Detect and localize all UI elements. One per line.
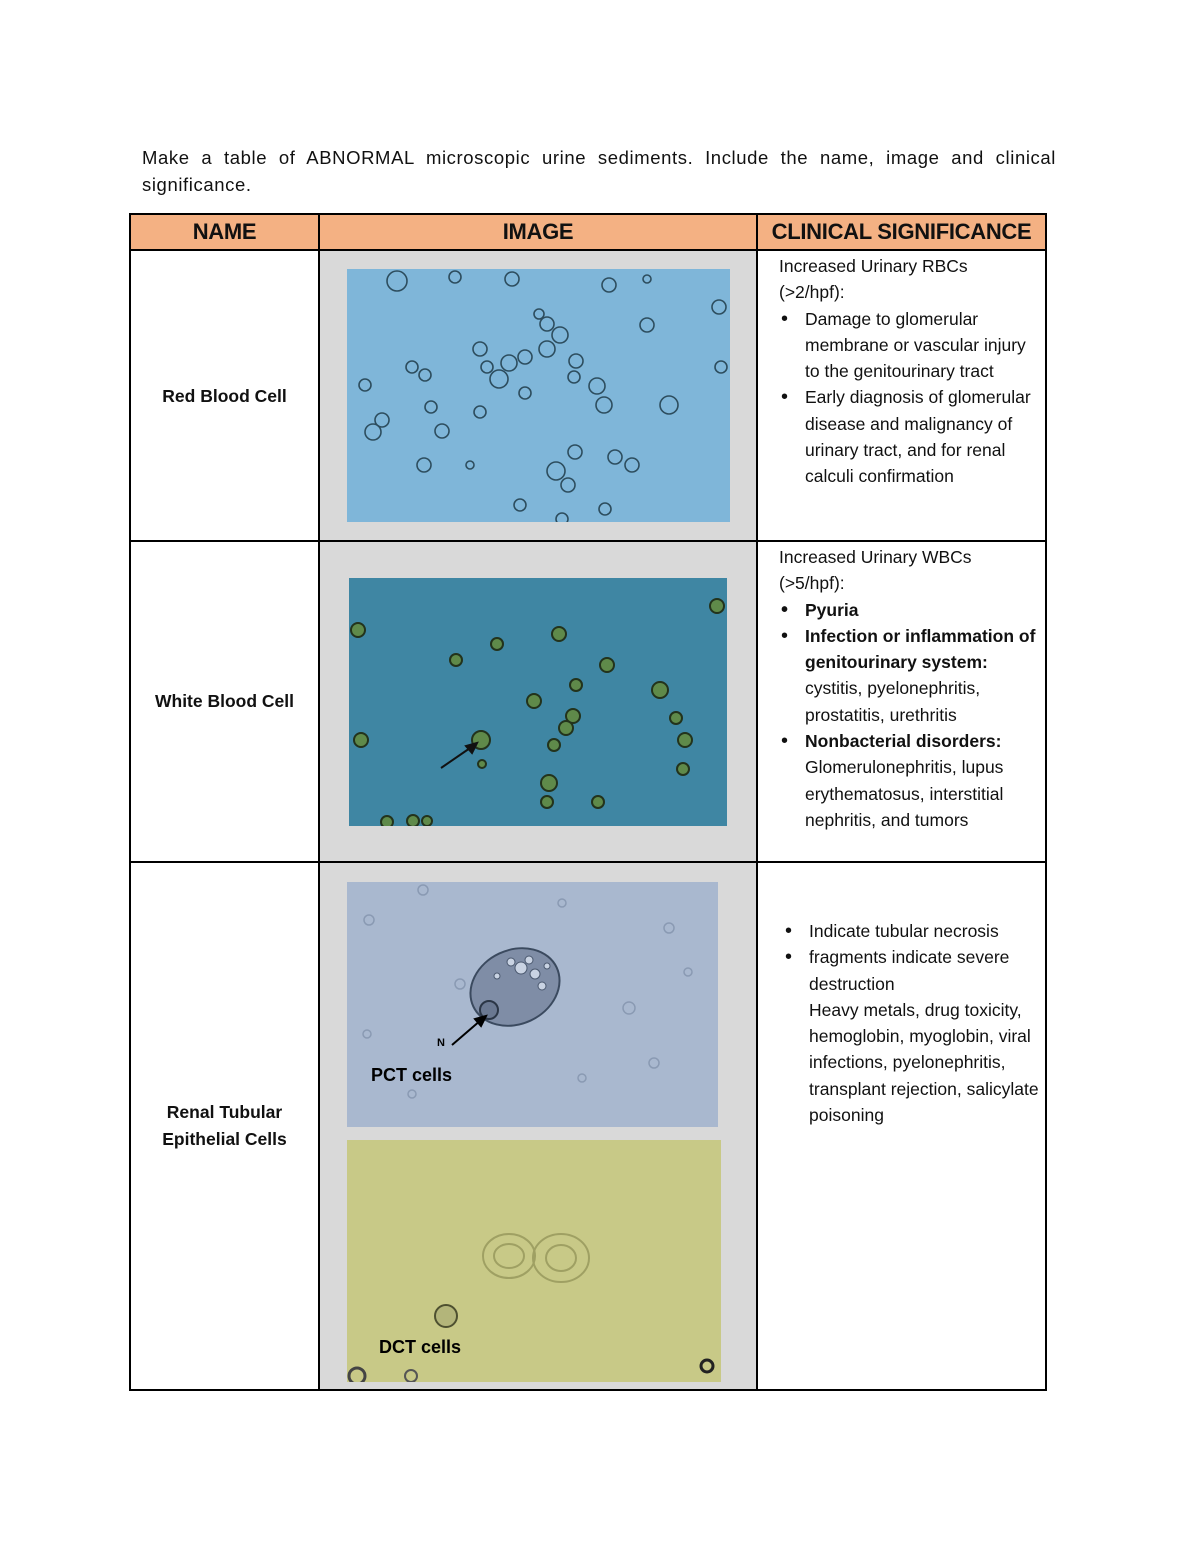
pct-cells-label: PCT cells bbox=[371, 1065, 453, 1085]
header-image: IMAGE bbox=[320, 215, 756, 249]
nucleus-marker: N bbox=[437, 1037, 445, 1049]
column-divider bbox=[318, 215, 320, 1389]
pct-micrograph-graphic bbox=[347, 882, 718, 1127]
list-item: • Pyuria bbox=[779, 597, 1041, 623]
list-item: • Indicate tubular necrosis bbox=[783, 918, 1045, 944]
list-item: • Early diagnosis of glomerular disease and malignancy of urinary tract, and for renal calculi confirmation bbox=[779, 384, 1041, 489]
rtec-bullet-list bbox=[783, 918, 1045, 997]
list-item: • fragments indicate severe destruction bbox=[783, 944, 1045, 997]
list-item: • Damage to glomerular membrane or vascular injury to the genitourinary tract bbox=[779, 306, 1041, 385]
instruction-text: Make a table of ABNORMAL microscopic urine sediments. Include the name, image and clinical significance. bbox=[142, 147, 1056, 195]
rtec-causes: Heavy metals, drug toxicity, hemoglobin, myoglobin, viral infections, pyelonephritis, transplant rejection, salicylate poisoning bbox=[809, 999, 1039, 1126]
pct-micrograph bbox=[347, 882, 718, 1127]
list-item: • Nonbacterial disorders: Glomerulonephritis, lupus erythematosus, interstitial nephritis, and tumors bbox=[779, 728, 1041, 833]
wbc-micrograph bbox=[349, 578, 727, 826]
header-significance: CLINICAL SIGNIFICANCE bbox=[758, 215, 1045, 249]
header-name: NAME bbox=[131, 215, 318, 249]
dct-micrograph bbox=[347, 1140, 721, 1382]
rbc-bullet-list bbox=[779, 306, 1041, 490]
significance-wbc: Increased Urinary WBCs (>5/hpf): • Pyuria • Infection or inflammation of genitourinary system: cystitis, pyelonephritis, prostatitis, urethritis • Nonbacterial disorders: Glomerulonephritis, lupus erythematosus, interstitial nephritis, and tumors bbox=[779, 544, 1041, 833]
wbc-micrograph-graphic bbox=[349, 578, 727, 826]
significance-rbc: Increased Urinary RBCs (>2/hpf): • Damage to glomerular membrane or vascular injury to the genitourinary tract • Early diagnosis of glomerular disease and malignancy of urinary tract, and for renal calculi confirmation bbox=[779, 253, 1041, 490]
rbc-micrograph bbox=[347, 269, 730, 522]
significance-rtec bbox=[783, 918, 1045, 1128]
column-divider bbox=[756, 215, 758, 1389]
wbc-bullet-list bbox=[779, 597, 1041, 834]
row-name-rtec: Renal Tubular Epithelial Cells bbox=[162, 1102, 287, 1149]
row-name-wbc: White Blood Cell bbox=[154, 691, 295, 711]
row-name-rbc: Red Blood Cell bbox=[162, 385, 287, 406]
sediment-table bbox=[129, 213, 1047, 1391]
dct-cells-label: DCT cells bbox=[379, 1337, 462, 1357]
list-item: • Infection or inflammation of genitourinary system: cystitis, pyelonephritis, prostatitis, urethritis bbox=[779, 623, 1041, 728]
rbc-micrograph-graphic bbox=[347, 269, 730, 522]
